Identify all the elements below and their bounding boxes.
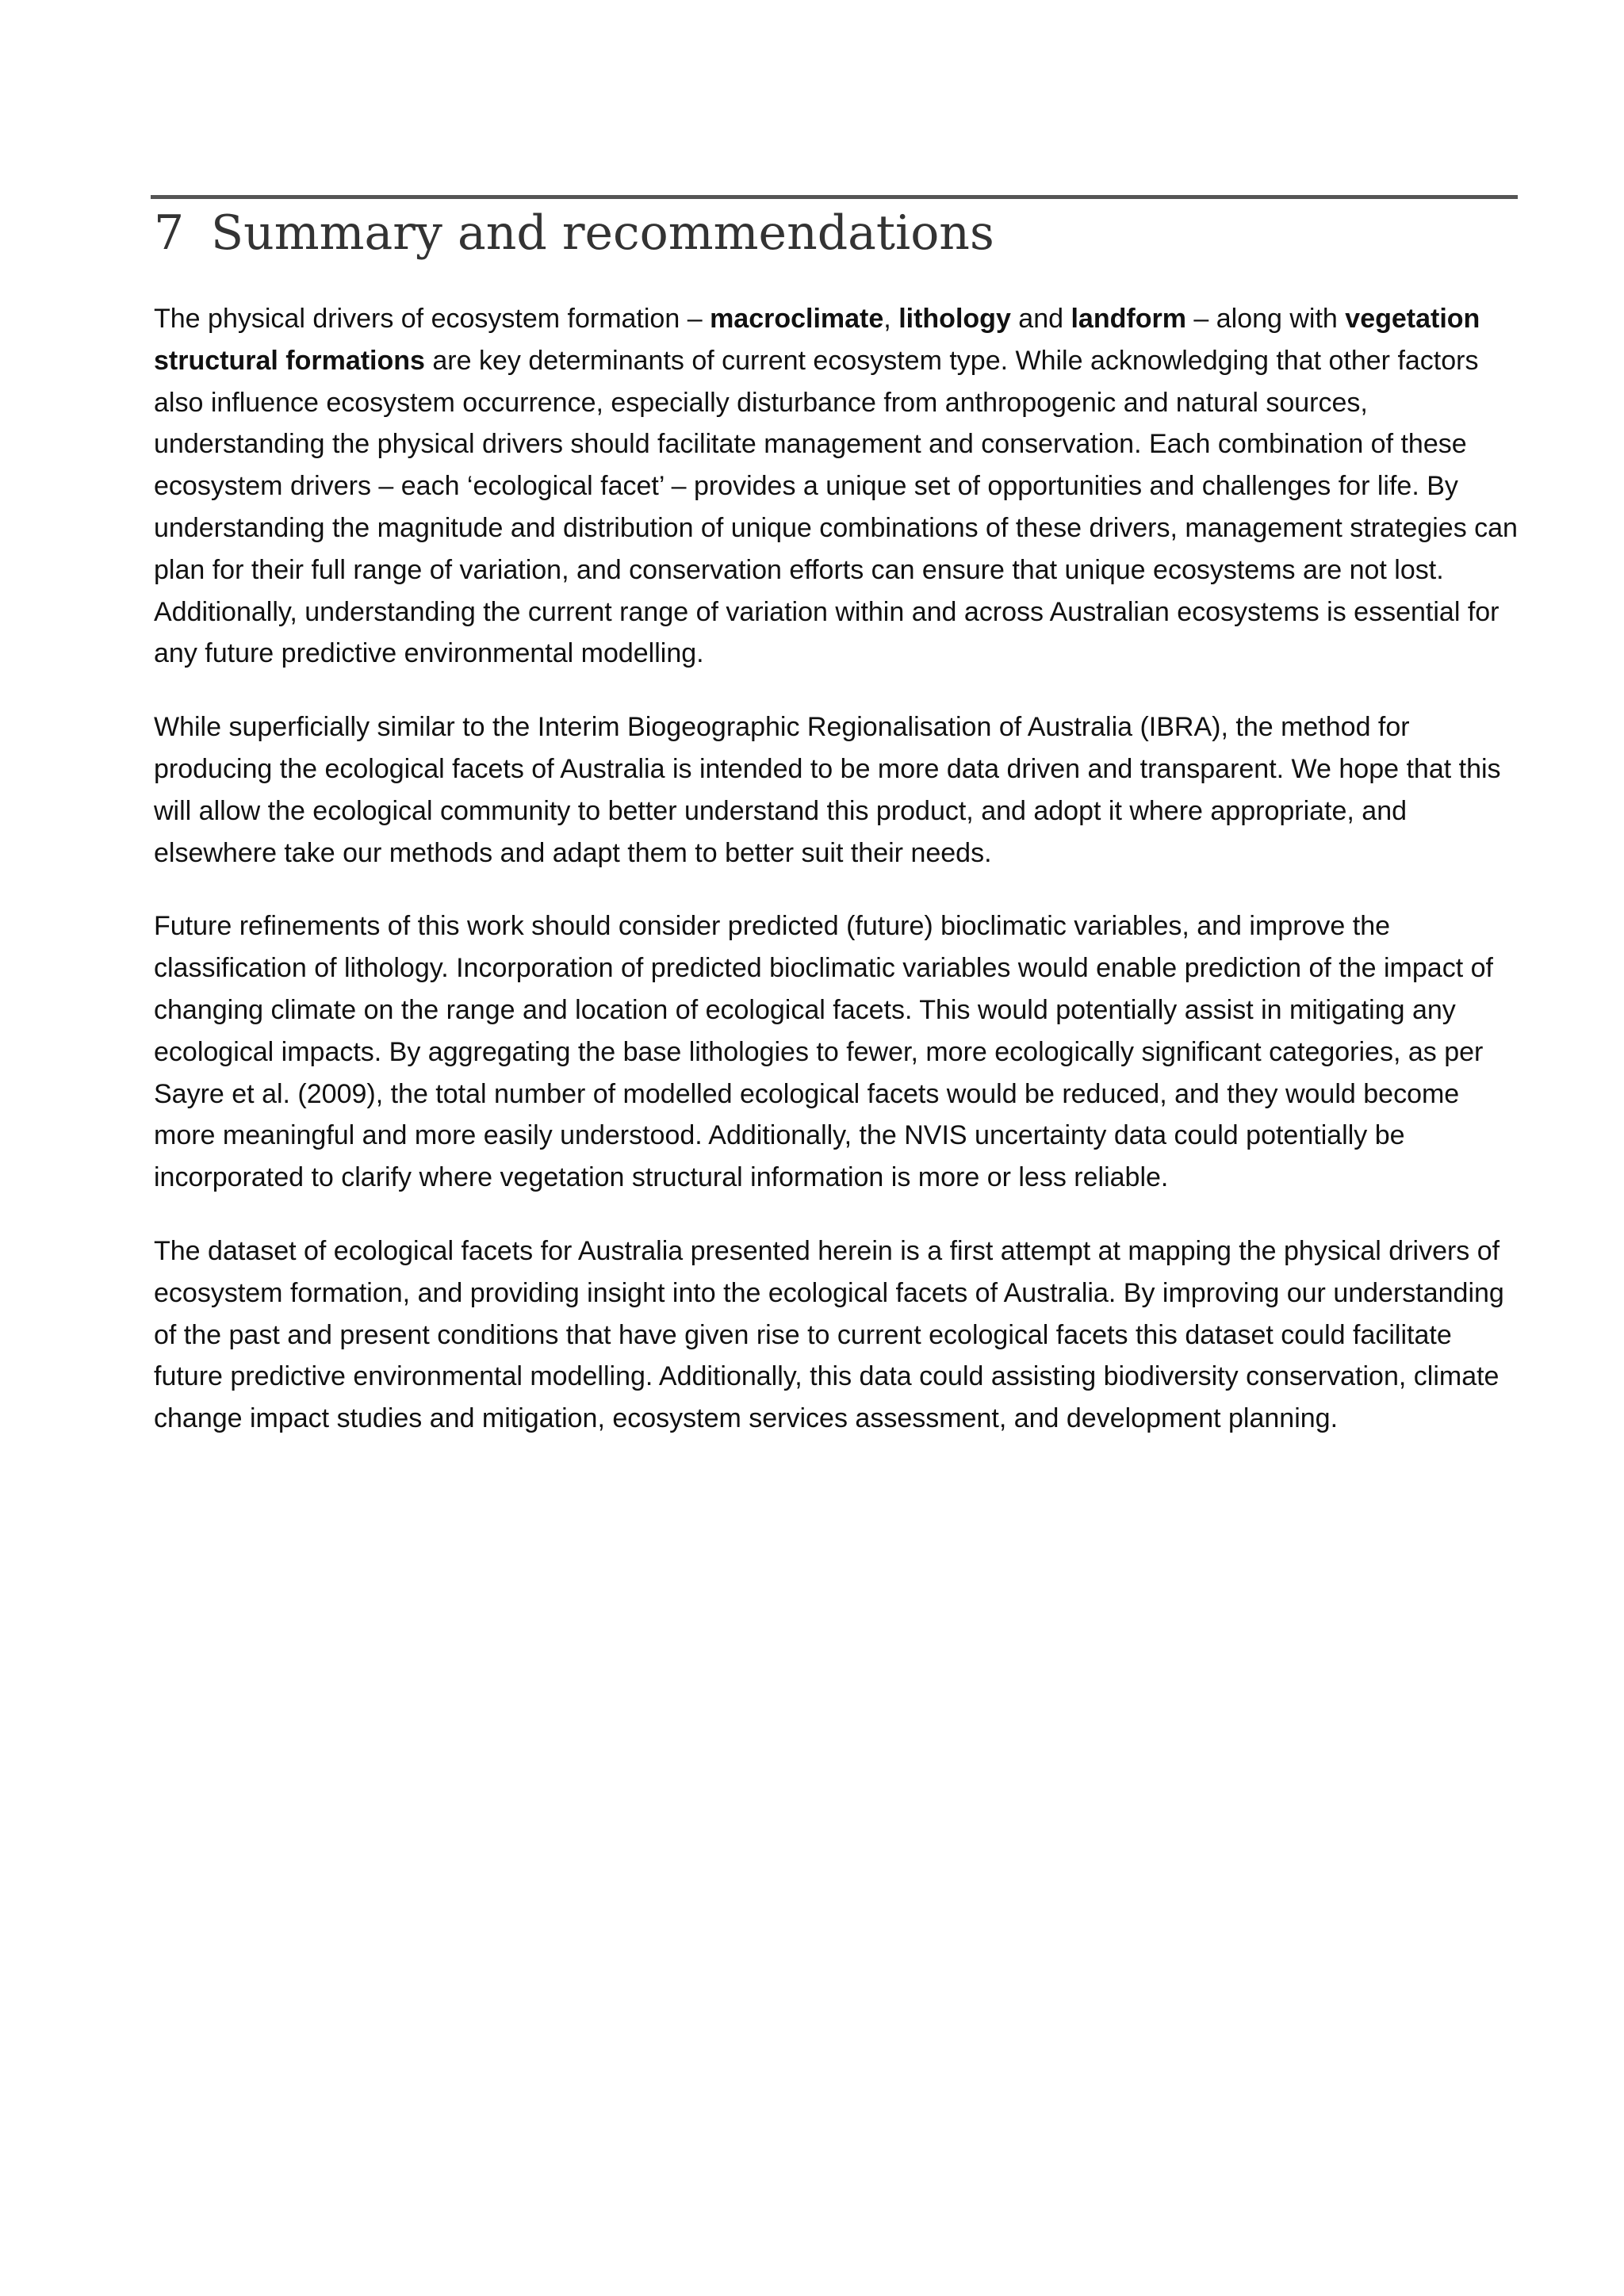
bold-term: macroclimate xyxy=(710,304,884,334)
text-run: are key determinants of current ecosystem type. While acknowledging that other factors also influence ecosystem occurrence, especially disturbance from anthropogenic and natural sources, understanding the physical drivers should facilitate management and conservation. Each combination of these ecosystem drivers – each ‘ecological facet’ – provides a unique set of opportunities and challenges for life. By understanding the magnitude and distribution of unique combinations of these drivers, management strategies can plan for their full range of variation, and conservation efforts can ensure that unique ecosystems are not lost. Additionally, understanding the current range of variation within and across Australian ecosystems is essential for any future predictive environmental modelling. xyxy=(154,345,1518,669)
paragraph xyxy=(154,1230,1519,1440)
section-number: 7 xyxy=(154,205,185,261)
paragraph xyxy=(154,706,1519,874)
paragraph xyxy=(154,905,1519,1199)
section-title: Summary and recommendations xyxy=(211,205,994,261)
heading-rule xyxy=(151,195,1518,199)
section-body xyxy=(154,298,1519,1471)
text-run: , xyxy=(883,304,899,334)
text-run: Future refinements of this work should consider predicted (future) bioclimatic variables, and improve the classification of lithology. Incorporation of predicted bioclimatic variables would enable prediction of the impact of changing climate on the range and location of ecological facets. This would potentially assist in mitigating any ecological impacts. By aggregating the base lithologies to fewer, more ecologically significant categories, as per Sayre et al. (2009), the total number of modelled ecological facets would be reduced, and they would become more meaningful and more easily understood. Additionally, the NVIS uncertainty data could potentially be incorporated to clarify where vegetation structural information is more or less reliable. xyxy=(154,911,1493,1193)
bold-term: vegetation structural formations xyxy=(154,304,1480,376)
bold-term: landform xyxy=(1071,304,1186,334)
bold-term: lithology xyxy=(898,304,1011,334)
paragraph xyxy=(154,298,1519,675)
text-run: The physical drivers of ecosystem formation – xyxy=(154,304,710,334)
section-heading xyxy=(154,201,1518,265)
text-run: – along with xyxy=(1185,304,1346,334)
text-run: While superficially similar to the Interim Biogeographic Regionalisation of Australia (IBRA), the method for producing the ecological facets of Australia is intended to be more data driven and transparent. We hope that this will allow the ecological community to better understand this product, and adopt it where appropriate, and elsewhere take our methods and adapt them to better suit their needs. xyxy=(154,712,1501,868)
text-run: and xyxy=(1010,304,1071,334)
text-run: The dataset of ecological facets for Australia presented herein is a first attempt at mapping the physical drivers of ecosystem formation, and providing insight into the ecological facets of Australia. By improving our understanding of the past and present conditions that have given rise to current ecological facets this dataset could facilitate future predictive environmental modelling. Additionally, this data could assisting biodiversity conservation, climate change impact studies and mitigation, ecosystem services assessment, and development planning. xyxy=(154,1235,1504,1434)
